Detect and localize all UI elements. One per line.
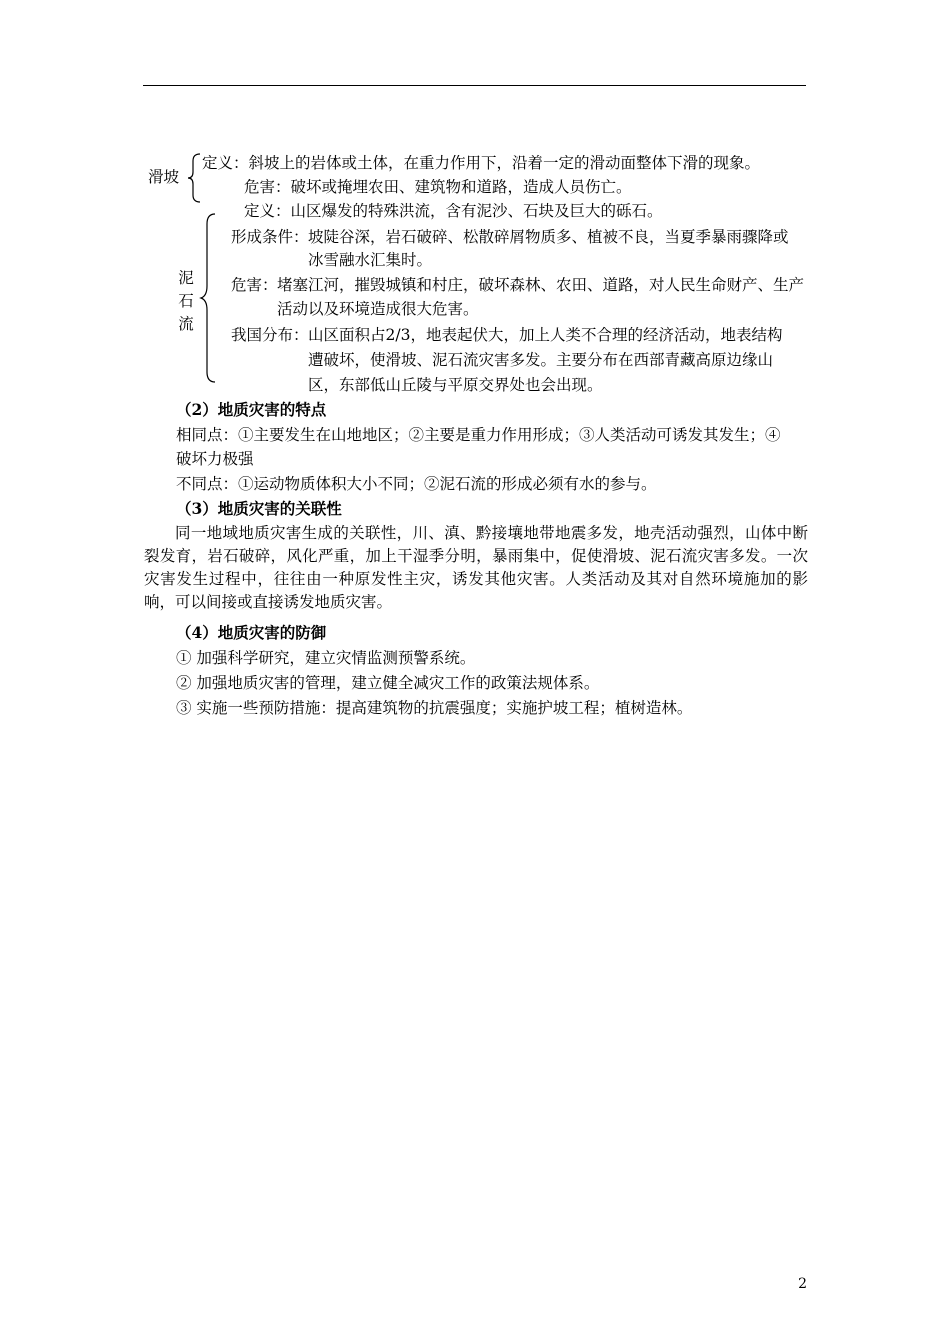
landslide-harm: 危害：破坏或掩埋农田、建筑物和道路，造成人员伤亡。 bbox=[244, 178, 632, 196]
section4-item: ② 加强地质灾害的管理，建立健全减灾工作的政策法规体系。 bbox=[176, 674, 600, 692]
debris-flow-distribution-cont: 区，东部低山丘陵与平原交界处也会出现。 bbox=[308, 376, 603, 394]
debris-flow-distribution: 山区面积占2/3，地表起伏大，加上人类不合理的经济活动，地表结构 bbox=[308, 326, 783, 344]
debris-flow-brace bbox=[198, 212, 218, 384]
section4-item: ① 加强科学研究，建立灾情监测预警系统。 bbox=[176, 649, 476, 667]
debris-flow-distribution-label: 我国分布： bbox=[231, 326, 309, 344]
debris-flow-conditions: 坡陡谷深，岩石破碎、松散碎屑物质多、植被不良，当夏季暴雨骤降或 bbox=[308, 228, 789, 246]
debris-flow-conditions-label: 形成条件： bbox=[231, 228, 309, 246]
section4-item: ③ 实施一些预防措施：提高建筑物的抗震强度；实施护坡工程；植树造林。 bbox=[176, 699, 693, 717]
section4-heading: （4）地质灾害的防御 bbox=[176, 623, 327, 642]
section2-diff: 不同点：①运动物质体积大小不同；②泥石流的形成必须有水的参与。 bbox=[176, 475, 657, 493]
debris-flow-label-char: 泥 bbox=[178, 269, 194, 287]
debris-flow-harm-cont: 活动以及环境造成很大危害。 bbox=[277, 300, 479, 318]
section3-heading: （3）地质灾害的关联性 bbox=[176, 499, 342, 518]
debris-flow-harm: 堵塞江河，摧毁城镇和村庄，破坏森林、农田、道路，对人民生命财产、生产 bbox=[277, 276, 805, 294]
section2-same-cont: 破坏力极强 bbox=[176, 450, 254, 468]
landslide-brace bbox=[186, 152, 202, 204]
debris-flow-conditions-cont: 冰雪融水汇集时。 bbox=[308, 251, 433, 269]
header-rule bbox=[143, 85, 806, 86]
section2-same: 相同点：①主要发生在山地地区；②主要是重力作用形成；③人类活动可诱发其发生；④ bbox=[176, 426, 781, 444]
debris-flow-harm-label: 危害： bbox=[231, 276, 278, 294]
debris-flow-distribution-cont: 遭破坏，使滑坡、泥石流灾害多发。主要分布在西部青藏高原边缘山 bbox=[308, 351, 774, 369]
page-number: 2 bbox=[798, 1276, 807, 1292]
debris-flow-label-char: 流 bbox=[178, 315, 194, 333]
landslide-definition: 定义：斜坡上的岩体或土体，在重力作用下，沿着一定的滑动面整体下滑的现象。 bbox=[202, 154, 761, 172]
landslide-label: 滑坡 bbox=[148, 168, 180, 186]
section2-heading: （2）地质灾害的特点 bbox=[176, 400, 327, 419]
debris-flow-label bbox=[177, 267, 195, 336]
section3-paragraph: 同一地域地质灾害生成的关联性，川、滇、黔接壤地带地震多发，地壳活动强烈，山体中断裂发育，岩石破碎，风化严重，加上干湿季分明，暴雨集中，促使滑坡、泥石流灾害多发。一次灾害发生过程中，往往由一种原发性主灾，诱发其他灾害。人类活动及其对自然环境施加的影响，可以间接或直接诱发地质灾害。 bbox=[144, 524, 808, 611]
debris-flow-definition: 定义：山区爆发的特殊洪流，含有泥沙、石块及巨大的砾石。 bbox=[244, 202, 663, 220]
debris-flow-label-char: 石 bbox=[178, 292, 194, 310]
